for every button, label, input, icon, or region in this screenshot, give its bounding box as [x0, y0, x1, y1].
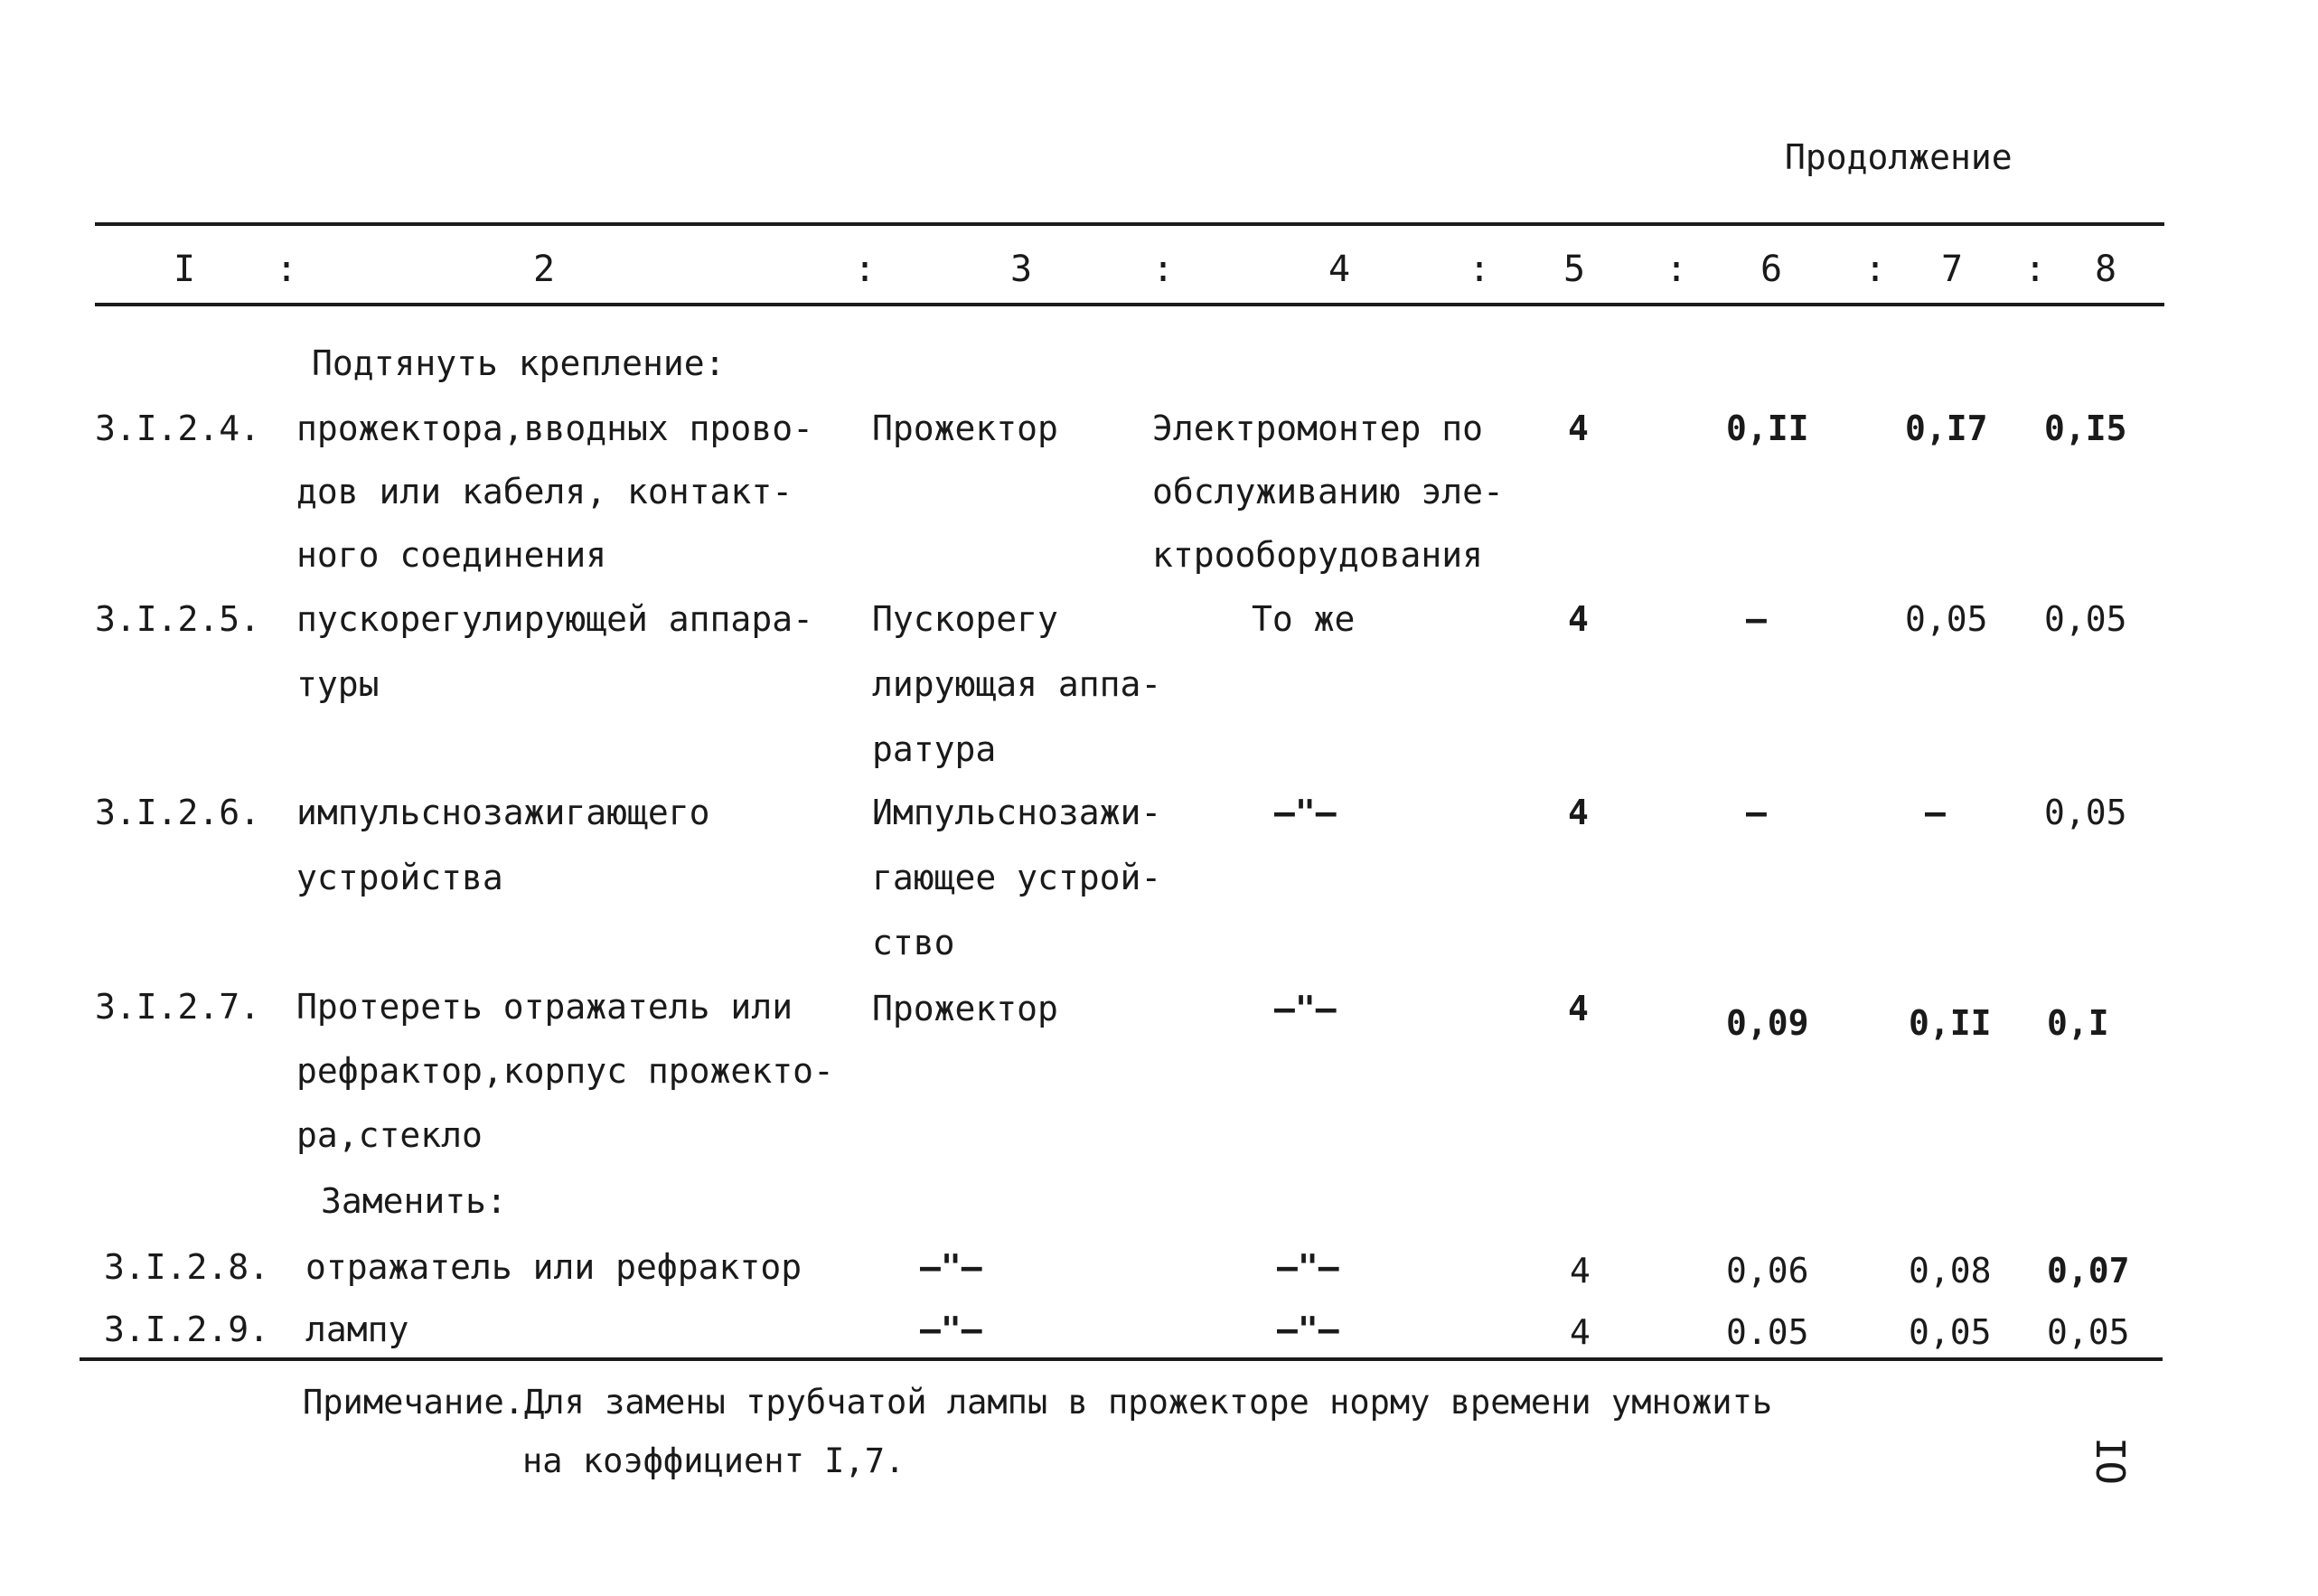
- row-number: 3.I.2.6.: [95, 793, 261, 832]
- row-value-7: –: [1925, 793, 1946, 832]
- row-value-7: 0,08: [1909, 1251, 1992, 1291]
- row-work-text: туры: [296, 664, 380, 704]
- row-work-text: рефрактор,корпус прожекто-: [296, 1051, 834, 1091]
- col-separator: :: [1864, 249, 1887, 290]
- row-work-text: устройства: [296, 858, 503, 897]
- row-object-text: ство: [872, 923, 955, 962]
- col-separator: :: [854, 249, 877, 290]
- row-worker-text: Электромонтер по: [1152, 408, 1484, 448]
- col-separator: :: [1469, 249, 1491, 290]
- row-value-8: 0,I: [2047, 1003, 2109, 1043]
- row-value-7: 0,II: [1909, 1003, 1992, 1043]
- page-number: IO: [2087, 1437, 2133, 1485]
- row-value-6: 0,06: [1726, 1251, 1809, 1291]
- row-number: 3.I.2.4.: [95, 408, 261, 448]
- row-value-6: 0,09: [1726, 1003, 1809, 1043]
- row-worker-text: –"–: [1274, 989, 1337, 1028]
- col-separator: :: [276, 249, 298, 290]
- col-separator: :: [1666, 249, 1688, 290]
- row-work-text: пускорегулирующей аппара-: [296, 599, 813, 639]
- row-value-7: 0,05: [1905, 599, 1988, 639]
- group-title-tighten: Подтянуть крепление:: [312, 343, 726, 383]
- col-separator: :: [1152, 249, 1175, 290]
- row-grade: 4: [1570, 1312, 1591, 1352]
- row-object-text: Прожектор: [872, 408, 1058, 448]
- row-grade: 4: [1568, 408, 1589, 448]
- row-value-7: 0,05: [1909, 1312, 1992, 1352]
- col-header-7: 7: [1941, 249, 1964, 290]
- col-header-3: 3: [1010, 249, 1033, 290]
- row-object-text: гающее устрой-: [872, 858, 1162, 897]
- row-object-text: лирующая аппа-: [872, 664, 1162, 704]
- row-value-6: –: [1746, 793, 1767, 832]
- row-value-6: –: [1746, 599, 1767, 639]
- table-bottom-rule: [80, 1357, 2163, 1361]
- row-work-text: импульснозажигающего: [296, 793, 710, 832]
- col-separator: :: [2024, 249, 2047, 290]
- row-worker-text: –"–: [1274, 793, 1337, 832]
- row-grade: 4: [1570, 1251, 1591, 1291]
- header-bottom-rule: [95, 303, 2164, 306]
- row-object-text: Пускорегу: [872, 599, 1058, 639]
- group-title-replace: Заменить:: [321, 1181, 507, 1221]
- row-value-6: 0.05: [1726, 1312, 1809, 1352]
- row-worker-text: ктрооборудования: [1152, 535, 1484, 575]
- row-object-text: –"–: [920, 1310, 982, 1349]
- row-worker-text: обслуживанию эле-: [1152, 472, 1504, 512]
- row-worker-text: –"–: [1277, 1310, 1339, 1349]
- col-header-5: 5: [1563, 249, 1586, 290]
- col-header-4: 4: [1328, 249, 1351, 290]
- col-header-6: 6: [1760, 249, 1783, 290]
- row-value-8: 0,05: [2047, 1312, 2130, 1352]
- row-work-text: лампу: [305, 1310, 409, 1349]
- row-object-text: ратура: [872, 729, 997, 769]
- row-number: 3.I.2.5.: [95, 599, 261, 639]
- row-grade: 4: [1568, 599, 1589, 639]
- col-header-2: 2: [533, 249, 556, 290]
- row-worker-text: –"–: [1277, 1247, 1339, 1287]
- row-grade: 4: [1568, 989, 1589, 1028]
- continuation-label: Продолжение: [1785, 137, 2013, 177]
- col-header-1: I: [174, 249, 196, 290]
- note-line-1: Примечание.Для замены трубчатой лампы в прожекторе норму времени умножить: [303, 1383, 1773, 1422]
- row-number: 3.I.2.9.: [104, 1310, 270, 1349]
- header-top-rule: [95, 222, 2164, 226]
- row-work-text: прожектора,вводных прово-: [296, 408, 813, 448]
- note-line-2: на коэффициент I,7.: [522, 1441, 906, 1480]
- row-grade: 4: [1568, 793, 1589, 832]
- row-value-7: 0,I7: [1905, 408, 1988, 448]
- row-object-text: –"–: [920, 1247, 982, 1287]
- row-worker-text: То же: [1252, 599, 1356, 639]
- row-number: 3.I.2.7.: [95, 987, 261, 1027]
- row-work-text: Протереть отражатель или: [296, 987, 793, 1027]
- row-value-8: 0,05: [2044, 793, 2127, 832]
- row-value-6: 0,II: [1726, 408, 1809, 448]
- row-work-text: отражатель или рефрактор: [305, 1247, 802, 1287]
- row-value-8: 0,05: [2044, 599, 2127, 639]
- row-value-8: 0,07: [2047, 1251, 2130, 1291]
- row-work-text: ного соединения: [296, 535, 607, 575]
- row-work-text: ра,стекло: [296, 1115, 483, 1155]
- row-value-8: 0,I5: [2044, 408, 2127, 448]
- row-object-text: Импульснозажи-: [872, 793, 1162, 832]
- row-number: 3.I.2.8.: [104, 1247, 270, 1287]
- row-object-text: Прожектор: [872, 989, 1058, 1028]
- col-header-8: 8: [2095, 249, 2117, 290]
- row-work-text: дов или кабеля, контакт-: [296, 472, 793, 512]
